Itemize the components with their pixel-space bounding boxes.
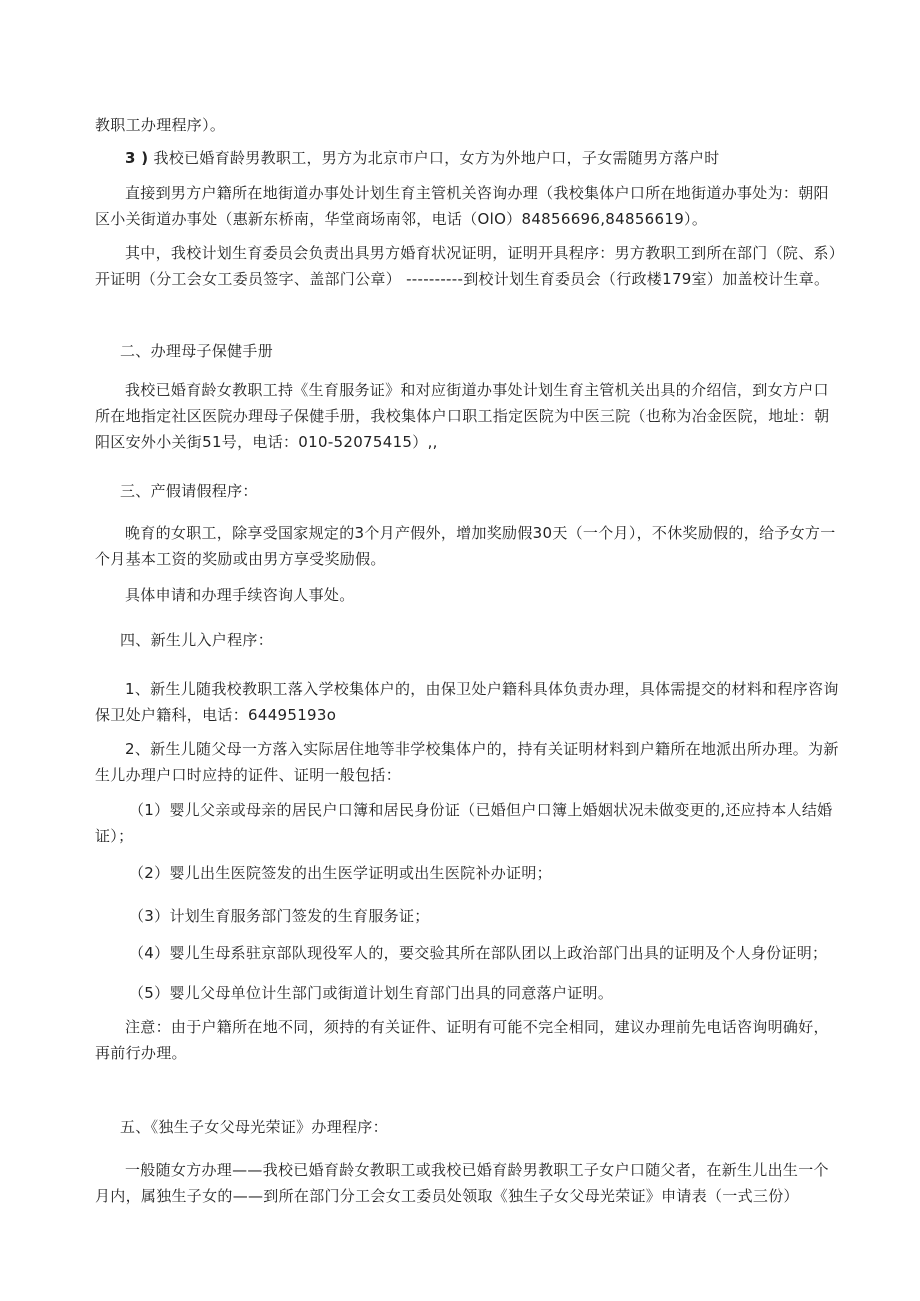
paragraph-item-3: [95, 145, 840, 171]
paragraph-maternal-handbook: 我校已婚育龄女教职工持《生育服务证》和对应街道办事处计划生育主管机关出具的介绍信，到女方户口所在地指定社区医院办理母子保健手册，我校集体户口职工指定医院为中医三院（也称为冶金医院，地址：朝阳区安外小关街51号，电话：010-52075415）,,: [95, 381, 830, 451]
paragraph-hr-inquiry: 具体申请和办理手续咨询人事处。: [125, 586, 355, 604]
paragraph-maternity-leave: 晚育的女职工，除享受国家规定的3个月产假外，增加奖励假30天（一个月），不休奖励假的，给予女方一个月基本工资的奖励或由男方享受奖励假。: [95, 524, 836, 568]
list-item-4: （4）婴儿生母系驻京部队现役军人的，要交验其所在部队团以上政治部门出具的证明及个人身份证明；: [129, 944, 828, 962]
list-item-1: （1）婴儿父亲或母亲的居民户口簿和居民身份证（已婚但户口簿上婚姻状况未做变更的,还应持本人结婚证）；: [95, 801, 833, 845]
paragraph-street-office: 直接到男方户籍所在地街道办事处计划生育主管机关咨询办理（我校集体户口所在地街道办事处为：朝阳区小关街道办事处（惠新东桥南，华堂商场南邻，电话（OlO）84856696,84856619）。: [95, 184, 829, 228]
list-item-2: （2）婴儿出生医院签发的出生医学证明或出生医院补办证明；: [129, 864, 552, 882]
list-item-3: （3）计划生育服务部门签发的生育服务证；: [129, 907, 430, 925]
paragraph-continuation: 教职工办理程序）。: [95, 116, 226, 134]
paragraph-collective-household: 1、新生儿随我校教职工落入学校集体户的，由保卫处户籍科具体负责办理，具体需提交的材料和程序咨询保卫处户籍科，电话：64495193o: [95, 680, 839, 724]
paragraph-notice: 注意：由于户籍所在地不同，须持的有关证件、证明有可能不完全相同，建议办理前先电话咨询明确好，再前行办理。: [95, 1018, 829, 1062]
item-number: 3 ): [125, 149, 149, 167]
section-heading-4: 四、新生儿入户程序：: [120, 631, 274, 649]
section-heading-2: 二、办理母子保健手册: [120, 342, 274, 360]
paragraph-non-collective-household: 2、新生儿随父母一方落入实际居住地等非学校集体户的，持有关证明材料到户籍所在地派出所办理。为新生儿办理户口时应持的证件、证明一般包括：: [95, 740, 839, 784]
item-text: 我校已婚育龄男教职工，男方为北京市户口，女方为外地户口，子女需随男方落户时: [153, 149, 720, 167]
section-heading-5: 五、《独生子女父母光荣证》办理程序：: [120, 1118, 388, 1136]
list-item-5: （5）婴儿父母单位计生部门或街道计划生育部门出具的同意落户证明。: [129, 984, 614, 1002]
paragraph-honor-certificate: 一般随女方办理——我校已婚育龄女教职工或我校已婚育龄男教职工子女户口随父者，在新生儿出生一个月内，属独生子女的——到所在部门分工会女工委员处领取《独生子女父母光荣证》申请表（一式三份）: [95, 1161, 829, 1205]
section-heading-3: 三、产假请假程序：: [120, 482, 258, 500]
paragraph-certificate-procedure: 其中，我校计划生育委员会负责出具男方婚育状况证明，证明开具程序：男方教职工到所在部门（院、系）开证明（分工会女工委员签字、盖部门公章） ----------到校计划生育委员会（行政楼179室）加盖校计生章。: [95, 244, 837, 288]
